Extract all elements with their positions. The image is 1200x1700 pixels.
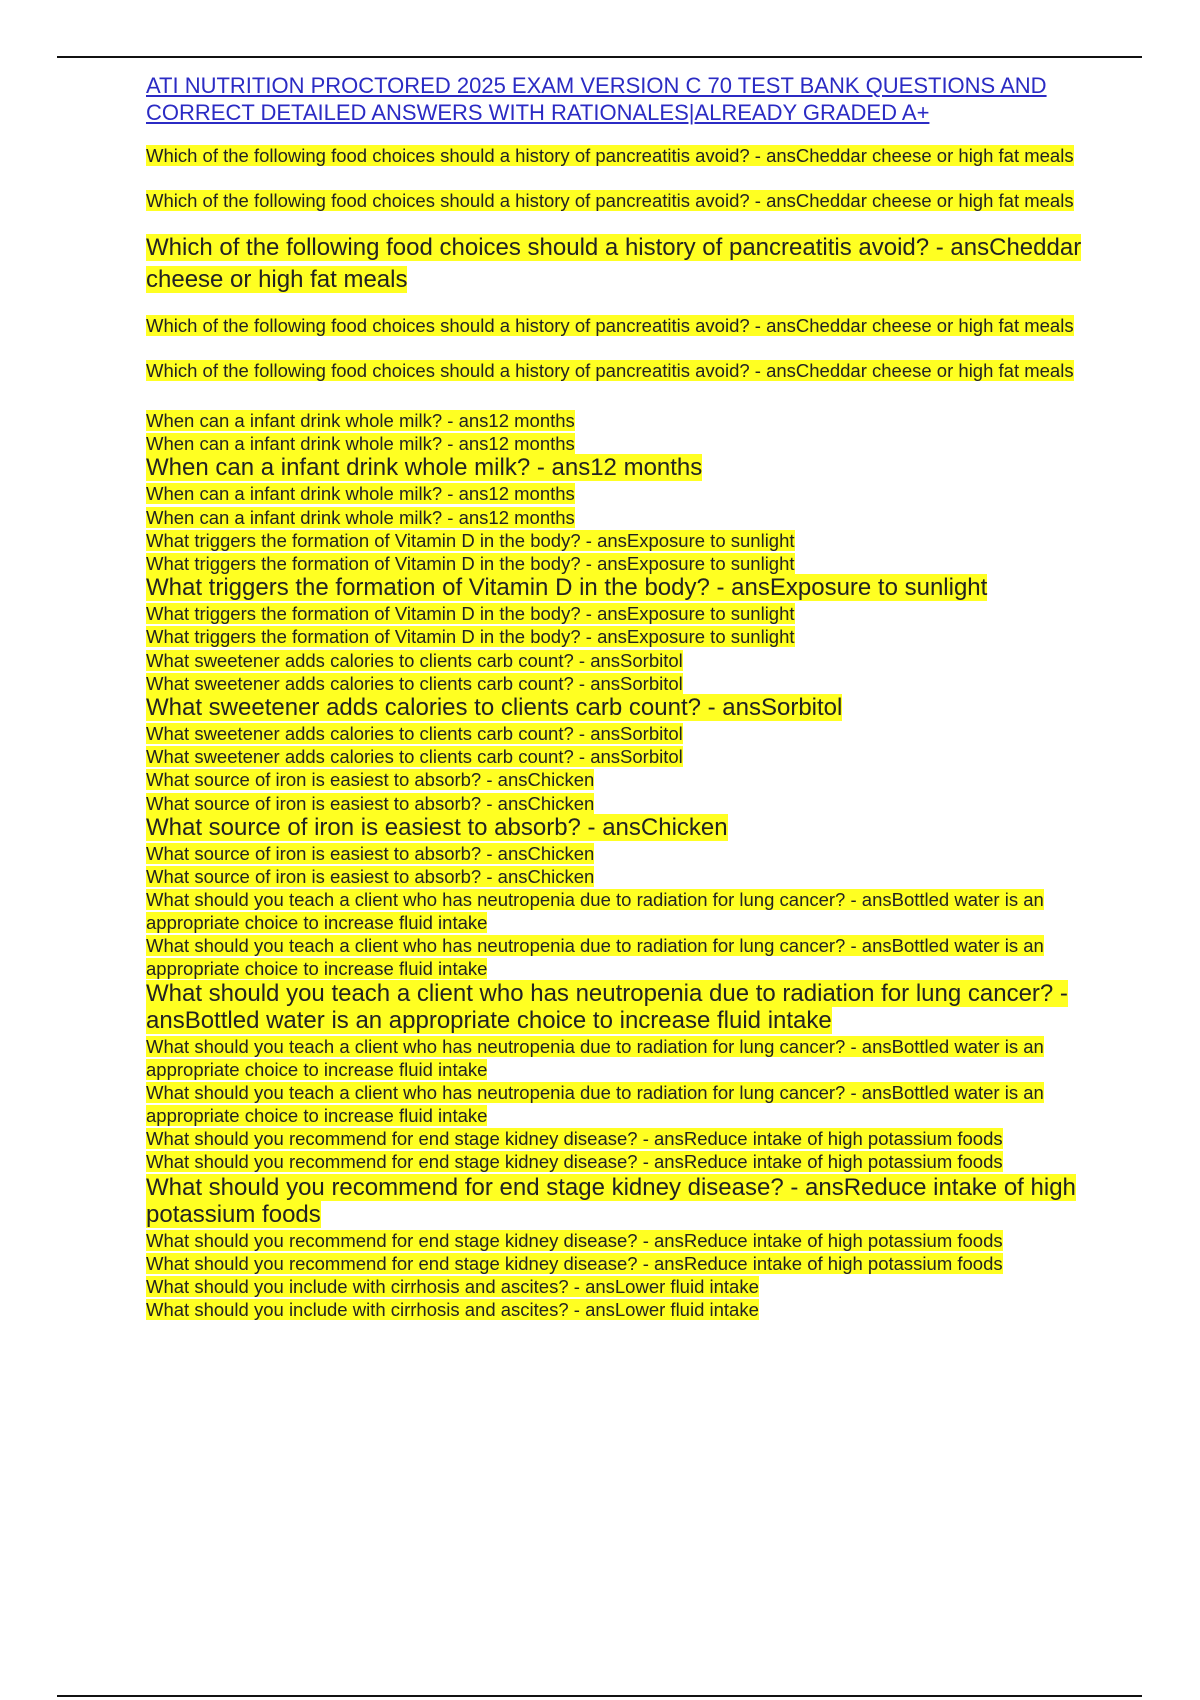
qa-item-emphasized [146, 1174, 1091, 1229]
qa-text: What triggers the formation of Vitamin D in the body? - ansExposure to sunlight [146, 553, 795, 575]
qa-text: What should you teach a client who has neutropenia due to radiation for lung cancer? - ansBottled water is an appropriate choice to increase fluid intake [146, 980, 1068, 1035]
qa-text: What source of iron is easiest to absorb? - ansChicken [146, 866, 595, 888]
qa-item [146, 888, 1091, 934]
qa-text: Which of the following food choices should a history of pancreatitis avoid? - ansCheddar cheese or high fat meals [146, 315, 1074, 336]
qa-item [146, 1081, 1091, 1127]
qa-text: What source of iron is easiest to absorb? - ansChicken [146, 813, 728, 841]
qa-text: When can a infant drink whole milk? - ans12 months [146, 454, 703, 482]
qa-text: Which of the following food choices should a history of pancreatitis avoid? - ansCheddar cheese or high fat meals [146, 145, 1074, 166]
qa-text: What sweetener adds calories to clients carb count? - ansSorbitol [146, 723, 683, 745]
qa-item [146, 529, 1091, 552]
qa-text: When can a infant drink whole milk? - ans12 months [146, 483, 575, 505]
qa-text: What sweetener adds calories to clients carb count? - ansSorbitol [146, 746, 683, 768]
qa-text: What should you recommend for end stage kidney disease? - ansReduce intake of high potassium foods [146, 1128, 1003, 1150]
qa-text: When can a infant drink whole milk? - ans12 months [146, 506, 575, 528]
qa-item-emphasized [146, 695, 1091, 722]
qa-text: When can a infant drink whole milk? - ans12 months [146, 433, 575, 455]
qa-item-emphasized [146, 232, 1091, 296]
qa-item [146, 842, 1091, 865]
qa-text: What should you include with cirrhosis and ascites? - ansLower fluid intake [146, 1276, 759, 1298]
qa-item [146, 1298, 1091, 1321]
qa-text: What sweetener adds calories to clients carb count? - ansSorbitol [146, 694, 843, 722]
qa-item [146, 1229, 1091, 1252]
qa-item [146, 1252, 1091, 1275]
qa-text: What should you teach a client who has neutropenia due to radiation for lung cancer? - ansBottled water is an appropriate choice to increase fluid intake [146, 1036, 1044, 1081]
qa-item [146, 1127, 1091, 1150]
qa-text: Which of the following food choices should a history of pancreatitis avoid? - ansCheddar cheese or high fat meals [146, 190, 1074, 211]
qa-item [146, 672, 1091, 695]
qa-item [146, 142, 1091, 170]
qa-text: What sweetener adds calories to clients carb count? - ansSorbitol [146, 649, 683, 671]
qa-text: What should you recommend for end stage kidney disease? - ansReduce intake of high potassium foods [146, 1173, 1076, 1228]
qa-item [146, 552, 1091, 575]
qa-item-emphasized [146, 455, 1091, 482]
qa-item [146, 792, 1091, 815]
qa-item [146, 1275, 1091, 1298]
qa-item [146, 1035, 1091, 1081]
qa-item [146, 432, 1091, 455]
qa-text: What should you teach a client who has neutropenia due to radiation for lung cancer? - ansBottled water is an appropriate choice to increase fluid intake [146, 1082, 1044, 1127]
qa-item [146, 934, 1091, 980]
qa-item [146, 187, 1091, 215]
qa-item-emphasized [146, 980, 1091, 1035]
qa-text: Which of the following food choices should a history of pancreatitis avoid? - ansCheddar cheese or high fat meals [146, 234, 1082, 293]
qa-text: What source of iron is easiest to absorb? - ansChicken [146, 792, 595, 814]
qa-text: What should you recommend for end stage kidney disease? - ansReduce intake of high potassium foods [146, 1252, 1003, 1274]
qa-item [146, 602, 1091, 625]
qa-item [146, 625, 1091, 648]
qa-text: When can a infant drink whole milk? - ans12 months [146, 410, 575, 431]
qa-text: What triggers the formation of Vitamin D in the body? - ansExposure to sunlight [146, 626, 795, 648]
qa-text: What sweetener adds calories to clients carb count? - ansSorbitol [146, 672, 683, 694]
qa-item-emphasized [146, 815, 1091, 842]
bottom-divider [57, 1695, 1142, 1697]
qa-item [146, 722, 1091, 745]
qa-text: What source of iron is easiest to absorb? - ansChicken [146, 842, 595, 864]
qa-text: What triggers the formation of Vitamin D in the body? - ansExposure to sunlight [146, 529, 795, 551]
qa-item [146, 649, 1091, 672]
qa-text: What should you recommend for end stage kidney disease? - ansReduce intake of high potassium foods [146, 1151, 1003, 1173]
qa-text: What should you recommend for end stage kidney disease? - ansReduce intake of high potassium foods [146, 1229, 1003, 1251]
qa-item [146, 865, 1091, 888]
qa-text: What should you teach a client who has neutropenia due to radiation for lung cancer? - ansBottled water is an appropriate choice to increase fluid intake [146, 889, 1044, 934]
qa-item [146, 409, 1091, 432]
qa-item [146, 745, 1091, 768]
document-body [146, 72, 1091, 1321]
qa-item [146, 357, 1091, 385]
qa-text: What triggers the formation of Vitamin D in the body? - ansExposure to sunlight [146, 574, 988, 602]
qa-item [146, 768, 1091, 791]
qa-item [146, 312, 1091, 340]
document-title-link[interactable]: ATI NUTRITION PROCTORED 2025 EXAM VERSION C 70 TEST BANK QUESTIONS AND CORRECT DETAILED ANSWERS WITH RATIONALES|ALREADY GRADED A+ [146, 73, 1047, 125]
qa-text: What should you include with cirrhosis and ascites? - ansLower fluid intake [146, 1299, 759, 1321]
top-divider [57, 56, 1142, 58]
qa-item [146, 482, 1091, 505]
qa-text: What should you teach a client who has neutropenia due to radiation for lung cancer? - ansBottled water is an appropriate choice to increase fluid intake [146, 935, 1044, 980]
qa-item [146, 1150, 1091, 1173]
qa-text: What source of iron is easiest to absorb? - ansChicken [146, 769, 595, 791]
qa-item-emphasized [146, 575, 1091, 602]
qa-text: What triggers the formation of Vitamin D in the body? - ansExposure to sunlight [146, 603, 795, 625]
qa-item [146, 506, 1091, 529]
qa-text: Which of the following food choices should a history of pancreatitis avoid? - ansCheddar cheese or high fat meals [146, 360, 1074, 381]
